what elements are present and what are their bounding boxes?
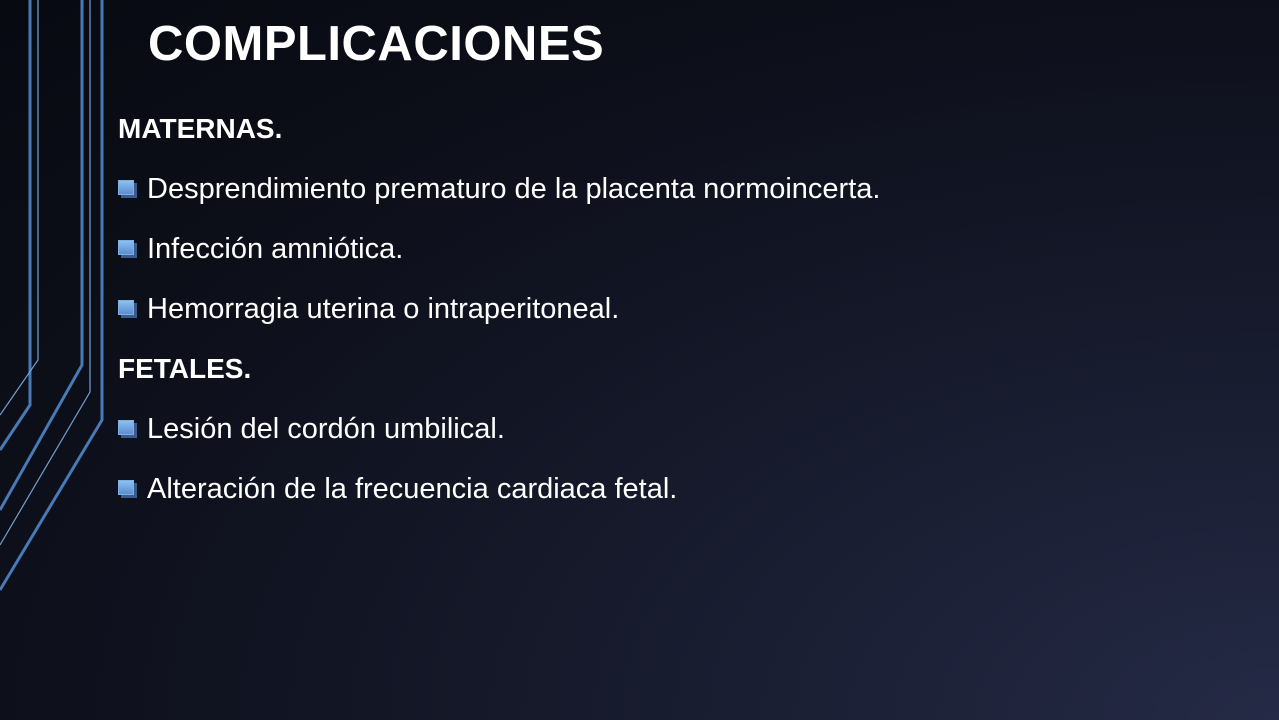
checkbox-bullet-icon	[118, 480, 137, 498]
slide-title: COMPLICACIONES	[148, 17, 605, 71]
section-heading-maternas: MATERNAS.	[118, 113, 283, 144]
slide-content	[118, 108, 1218, 528]
checkbox-bullet-icon	[118, 240, 137, 258]
list-item	[118, 288, 1218, 330]
list-item	[118, 468, 1218, 510]
list-item-text: Desprendimiento prematuro de la placenta normoincerta.	[147, 172, 881, 205]
list-item-text: Alteración de la frecuencia cardiaca fetal.	[147, 472, 678, 505]
list-item-text: Lesión del cordón umbilical.	[147, 412, 505, 445]
section-heading-fetales: FETALES.	[118, 353, 252, 384]
list-item-text: Hemorragia uterina o intraperitoneal.	[147, 292, 620, 325]
list-item	[118, 168, 1218, 210]
list-item	[118, 228, 1218, 270]
checkbox-bullet-icon	[118, 420, 137, 438]
list-item-text: Infección amniótica.	[147, 232, 404, 265]
checkbox-bullet-icon	[118, 180, 137, 198]
list-item	[118, 408, 1218, 450]
checkbox-bullet-icon	[118, 300, 137, 318]
